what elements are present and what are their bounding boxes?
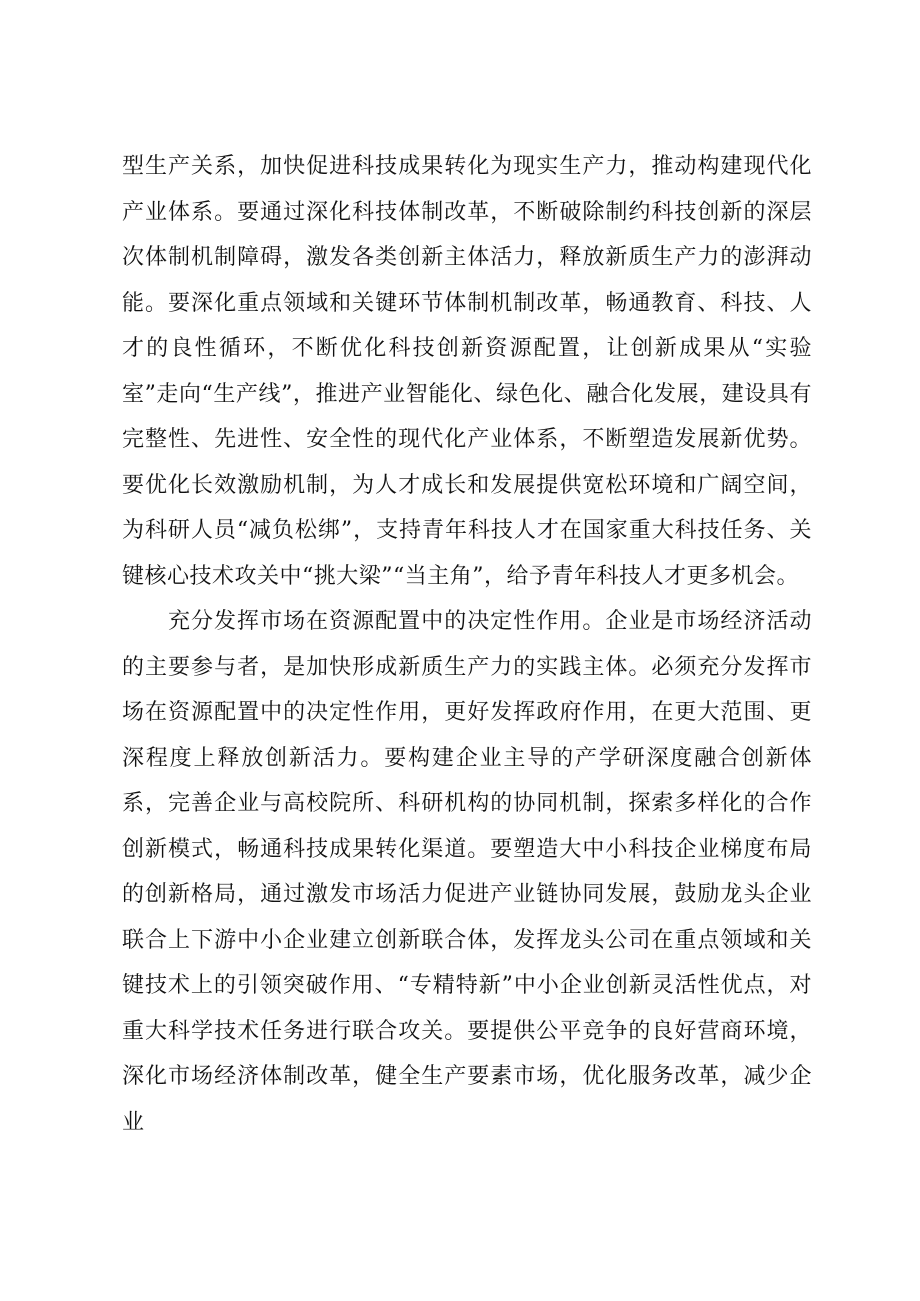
document-body (122, 144, 812, 1145)
paragraph-market-role: 充分发挥市场在资源配置中的决定性作用。企业是市场经济活动的主要参与者，是加快形成新质生产力的实践主体。必须充分发挥市场在资源配置中的决定性作用，更好发挥政府作用，在更大范围、更深程度上释放创新活力。要构建企业主导的产学研深度融合创新体系，完善企业与高校院所、科研机构的协同机制，探索多样化的合作创新模式，畅通科技成果转化渠道。要塑造大中小科技企业梯度布局的创新格局，通过激发市场活力促进产业链协同发展，鼓励龙头企业联合上下游中小企业建立创新联合体，发挥龙头公司在重点领域和关键技术上的引领突破作用、“专精特新”中小企业创新灵活性优点，对重大科学技术任务进行联合攻关。要提供公平竞争的良好营商环境，深化市场经济体制改革，健全生产要素市场，优化服务改革，减少企业 (122, 609, 812, 1135)
paragraph-continuation: 型生产关系，加快促进科技成果转化为现实生产力，推动构建现代化产业体系。要通过深化科技体制改革，不断破除制约科技创新的深层次体制机制障碍，激发各类创新主体活力，释放新质生产力的澎湃动能。要深化重点领域和关键环节体制机制改革，畅通教育、科技、人才的良性循环，不断优化科技创新资源配置，让创新成果从“实验室”走向“生产线”，推进产业智能化、绿色化、融合化发展，建设具有完整性、先进性、安全性的现代化产业体系，不断塑造发展新优势。要优化长效激励机制，为人才成长和发展提供宽松环境和广阔空间，为科研人员“减负松绑”，支持青年科技人才在国家重大科技任务、关键核心技术攻关中“挑大梁”“当主角”，给予青年科技人才更多机会。 (122, 154, 812, 589)
